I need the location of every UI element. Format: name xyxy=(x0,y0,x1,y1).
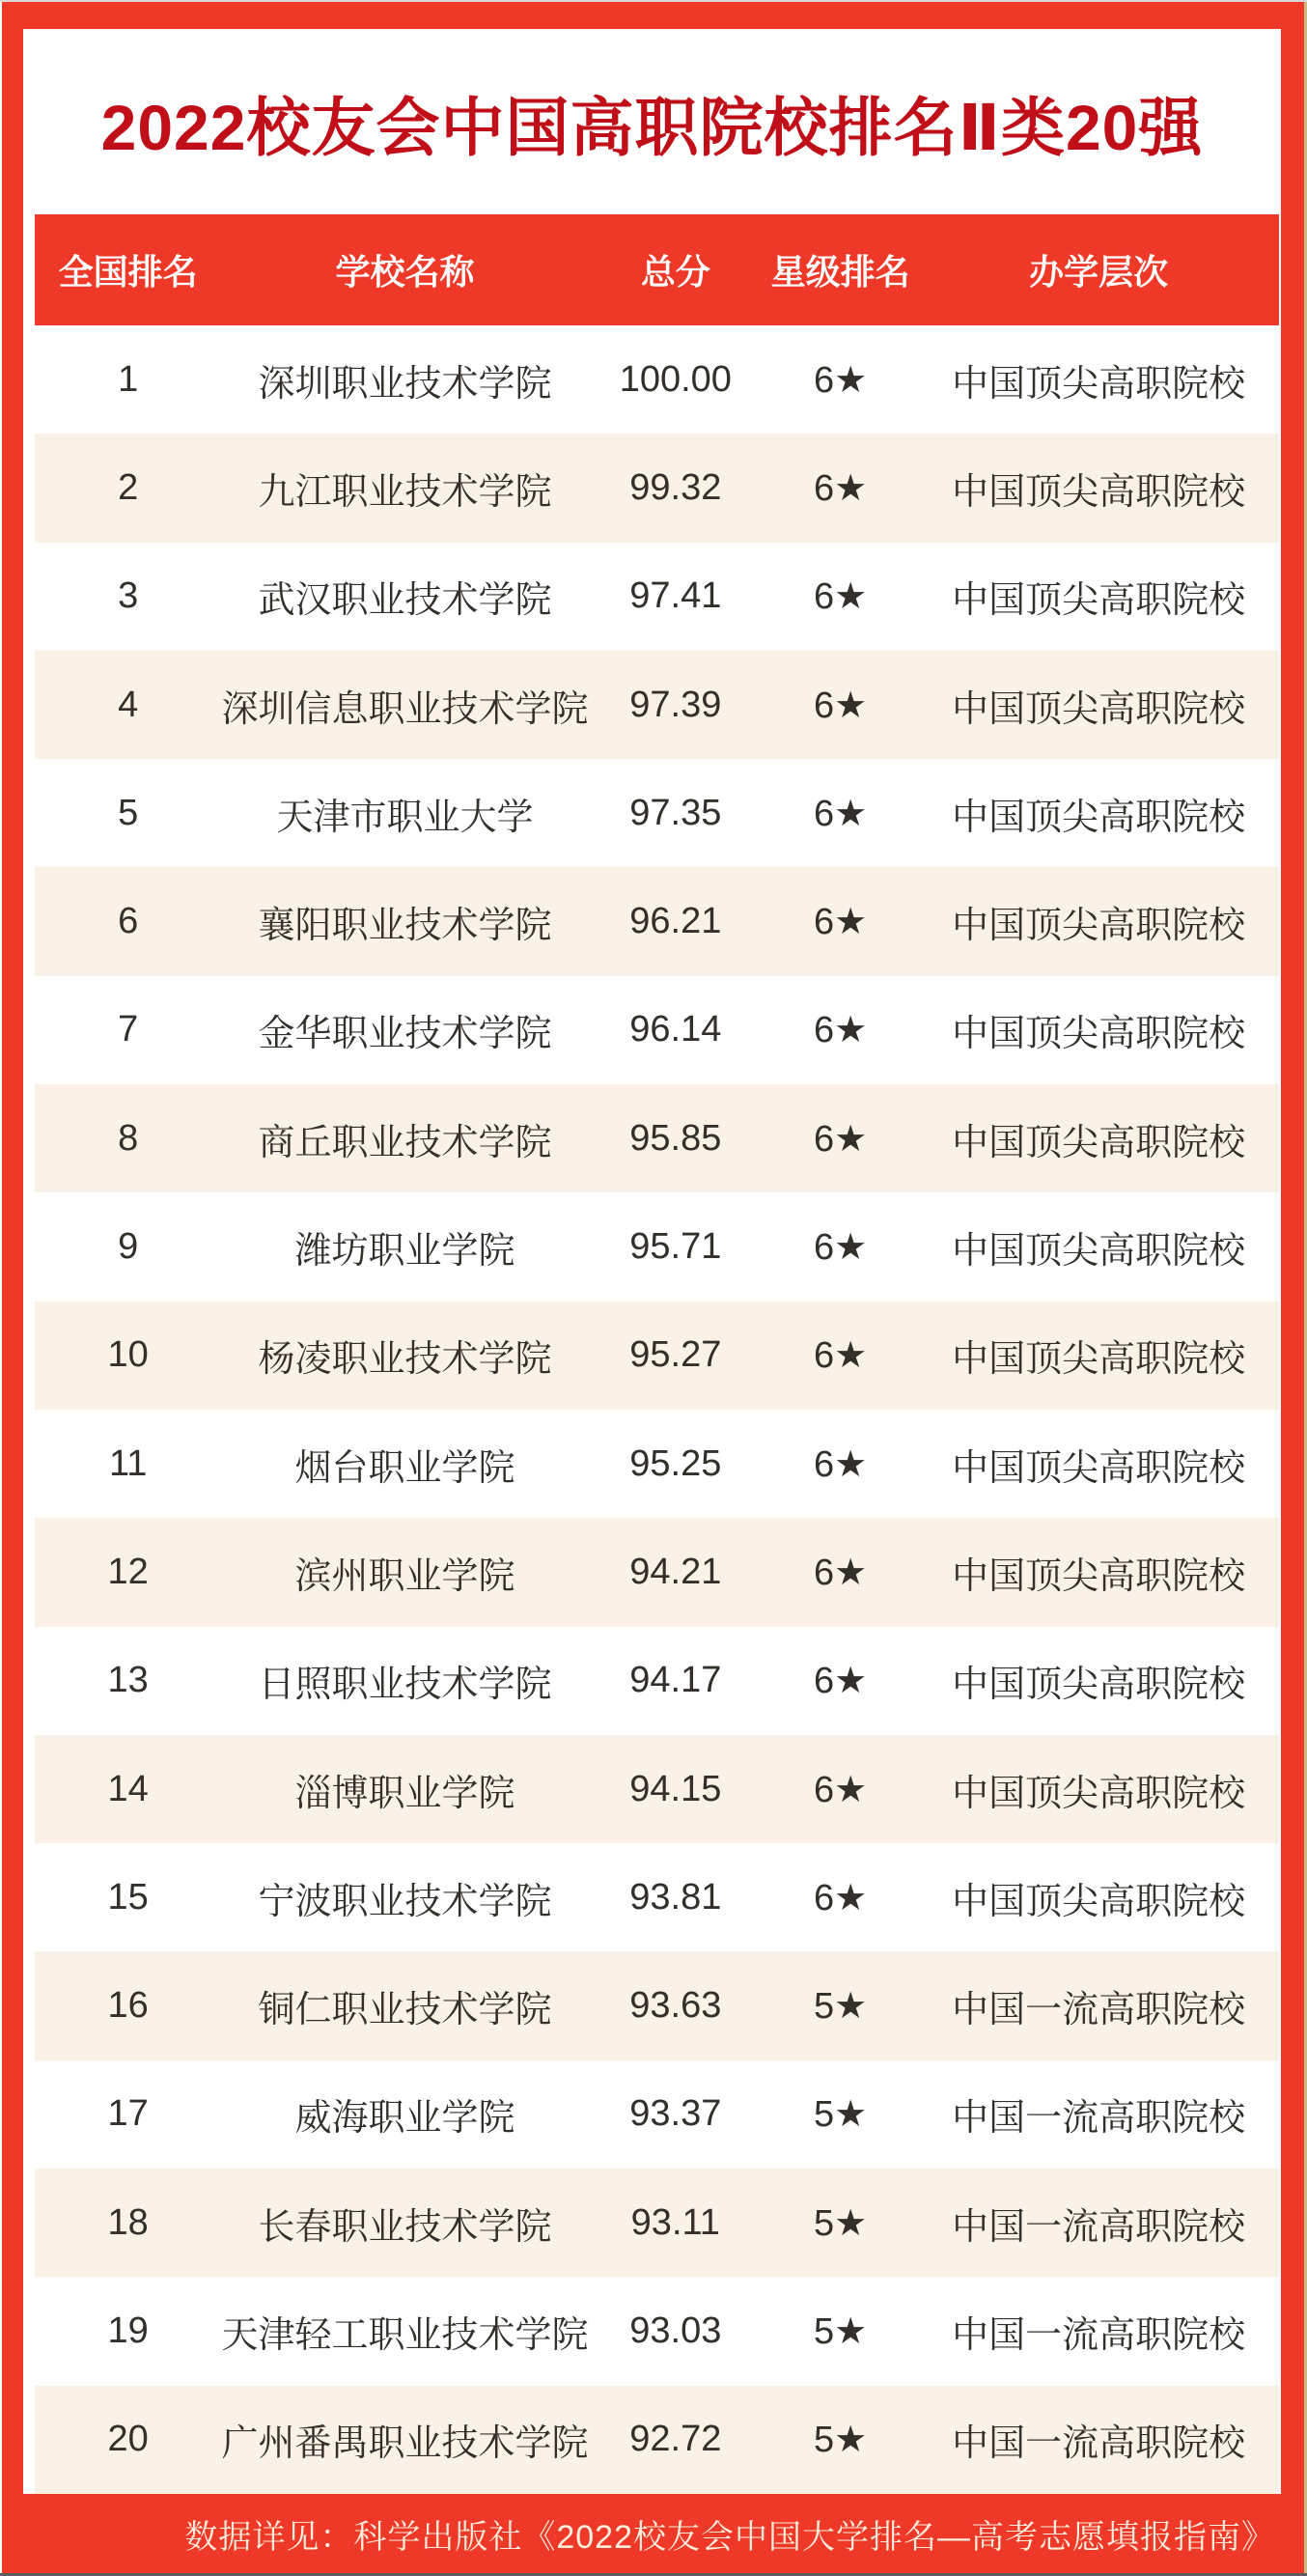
table-row xyxy=(35,759,1279,867)
column-header-score: 总分 xyxy=(640,252,710,292)
cell-school: 天津轻工职业技术学院 xyxy=(221,2314,589,2356)
cell-rank: 13 xyxy=(107,1660,149,1701)
table-row xyxy=(35,1951,1279,2059)
table-row xyxy=(35,325,1279,434)
cell-star: 6★ xyxy=(814,1552,868,1593)
cell-star: 6★ xyxy=(814,1443,868,1485)
cell-school: 襄阳职业技术学院 xyxy=(258,906,552,947)
table-row xyxy=(35,1302,1279,1410)
table-body xyxy=(35,325,1279,2494)
cell-level: 中国顶尖高职院校 xyxy=(952,1665,1246,1706)
table-row xyxy=(35,1843,1279,1951)
cell-score: 93.63 xyxy=(629,1985,722,2027)
cell-rank: 2 xyxy=(118,466,139,508)
cell-score: 100.00 xyxy=(619,358,732,400)
cell-level: 中国一流高职院校 xyxy=(952,2314,1246,2356)
cell-score: 93.03 xyxy=(629,2310,722,2351)
table-row xyxy=(35,976,1279,1084)
cell-star: 6★ xyxy=(814,793,868,834)
ranking-table xyxy=(35,214,1279,2494)
cell-star: 6★ xyxy=(814,902,868,943)
cell-star: 5★ xyxy=(814,2310,868,2352)
cell-score: 94.17 xyxy=(629,1660,722,1701)
cell-level: 中国顶尖高职院校 xyxy=(952,1447,1246,1489)
cell-score: 93.37 xyxy=(629,2093,722,2135)
table-row xyxy=(35,2386,1279,2494)
cell-score: 94.21 xyxy=(629,1551,722,1592)
cell-rank: 6 xyxy=(118,901,139,942)
cell-school: 日照职业技术学院 xyxy=(258,1665,552,1706)
table-row xyxy=(35,2277,1279,2385)
cell-level: 中国顶尖高职院校 xyxy=(952,797,1246,838)
cell-star: 6★ xyxy=(814,1118,868,1160)
cell-rank: 17 xyxy=(107,2093,149,2135)
cell-level: 中国顶尖高职院校 xyxy=(952,1122,1246,1163)
page-title: 2022校友会中国高职院校排名Ⅱ类20强 xyxy=(100,91,1204,163)
cell-score: 99.32 xyxy=(629,466,722,508)
cell-level: 中国顶尖高职院校 xyxy=(952,1231,1246,1273)
cell-school: 武汉职业技术学院 xyxy=(258,580,552,622)
cell-rank: 19 xyxy=(107,2310,149,2351)
table-row xyxy=(35,543,1279,651)
table-row xyxy=(35,1084,1279,1192)
cell-score: 94.15 xyxy=(629,1768,722,1809)
ranking-card xyxy=(2,2,1304,2573)
cell-school: 铜仁职业技术学院 xyxy=(258,1990,552,2031)
cell-score: 95.85 xyxy=(629,1117,722,1159)
cell-score: 93.11 xyxy=(630,2201,720,2243)
cell-rank: 18 xyxy=(107,2201,149,2243)
cell-rank: 12 xyxy=(107,1551,149,1592)
cell-score: 95.27 xyxy=(629,1334,722,1376)
column-header-star: 星级排名 xyxy=(770,252,910,292)
cell-rank: 8 xyxy=(118,1117,139,1159)
cell-score: 97.39 xyxy=(629,684,722,725)
cell-school: 滨州职业学院 xyxy=(294,1555,515,1597)
cell-rank: 20 xyxy=(107,2419,149,2460)
cell-level: 中国一流高职院校 xyxy=(952,2206,1246,2248)
cell-level: 中国一流高职院校 xyxy=(952,2423,1246,2465)
table-row xyxy=(35,2060,1279,2169)
cell-rank: 15 xyxy=(107,1876,149,1918)
column-header-rank: 全国排名 xyxy=(58,252,198,292)
cell-star: 5★ xyxy=(814,2202,868,2244)
table-row xyxy=(35,1735,1279,1843)
cell-score: 95.71 xyxy=(629,1226,722,1268)
cell-level: 中国顶尖高职院校 xyxy=(952,1881,1246,1922)
cell-level: 中国顶尖高职院校 xyxy=(952,906,1246,947)
table-row xyxy=(35,1410,1279,1518)
cell-star: 6★ xyxy=(814,1227,868,1269)
cell-level: 中国一流高职院校 xyxy=(952,2098,1246,2140)
cell-school: 金华职业技术学院 xyxy=(258,1014,552,1055)
table-header-row xyxy=(35,214,1279,325)
cell-school: 深圳职业技术学院 xyxy=(258,363,552,405)
table-row xyxy=(35,434,1279,542)
cell-rank: 5 xyxy=(118,792,139,833)
cell-rank: 10 xyxy=(107,1334,149,1376)
table-row xyxy=(35,867,1279,975)
cell-school: 宁波职业技术学院 xyxy=(258,1881,552,1922)
card-inner xyxy=(23,29,1281,2494)
cell-score: 97.41 xyxy=(629,575,722,617)
cell-school: 深圳信息职业技术学院 xyxy=(221,688,589,730)
cell-score: 93.81 xyxy=(629,1876,722,1918)
cell-level: 中国顶尖高职院校 xyxy=(952,1555,1246,1597)
table-row xyxy=(35,651,1279,759)
table-row xyxy=(35,1518,1279,1626)
cell-level: 中国顶尖高职院校 xyxy=(952,471,1246,513)
cell-level: 中国顶尖高职院校 xyxy=(952,1014,1246,1055)
cell-star: 5★ xyxy=(814,1986,868,2028)
cell-level: 中国顶尖高职院校 xyxy=(952,1339,1246,1381)
cell-score: 95.25 xyxy=(629,1442,722,1484)
cell-star: 5★ xyxy=(814,2420,868,2461)
cell-score: 96.21 xyxy=(629,901,722,942)
cell-rank: 3 xyxy=(118,575,139,617)
table-row xyxy=(35,2169,1279,2277)
cell-level: 中国顶尖高职院校 xyxy=(952,688,1246,730)
footer-bar xyxy=(2,2494,1304,2573)
cell-star: 6★ xyxy=(814,685,868,726)
cell-score: 96.14 xyxy=(629,1009,722,1050)
cell-rank: 14 xyxy=(107,1768,149,1809)
cell-rank: 11 xyxy=(108,1442,148,1484)
table-row xyxy=(35,1627,1279,1735)
cell-star: 6★ xyxy=(814,359,868,401)
cell-school: 九江职业技术学院 xyxy=(258,471,552,513)
cell-rank: 16 xyxy=(107,1985,149,2027)
cell-level: 中国顶尖高职院校 xyxy=(952,1773,1246,1814)
column-header-school: 学校名称 xyxy=(335,252,475,292)
cell-star: 6★ xyxy=(814,467,868,509)
cell-school: 天津市职业大学 xyxy=(276,797,534,838)
cell-school: 广州番禺职业技术学院 xyxy=(221,2423,589,2465)
cell-rank: 4 xyxy=(118,684,139,725)
cell-school: 淄博职业学院 xyxy=(294,1773,515,1814)
cell-rank: 7 xyxy=(118,1009,139,1050)
cell-star: 6★ xyxy=(814,1010,868,1051)
cell-school: 长春职业技术学院 xyxy=(258,2206,552,2248)
cell-school: 商丘职业技术学院 xyxy=(258,1122,552,1163)
column-header-level: 办学层次 xyxy=(1029,252,1169,292)
cell-school: 烟台职业学院 xyxy=(294,1447,515,1489)
cell-school: 杨凌职业技术学院 xyxy=(258,1339,552,1381)
table-row xyxy=(35,1192,1279,1301)
cell-school: 潍坊职业学院 xyxy=(294,1231,515,1273)
cell-level: 中国顶尖高职院校 xyxy=(952,580,1246,622)
cell-level: 中国一流高职院校 xyxy=(952,1990,1246,2031)
cell-star: 6★ xyxy=(814,1769,868,1810)
cell-score: 92.72 xyxy=(629,2419,722,2460)
cell-star: 5★ xyxy=(814,2094,868,2136)
cell-level: 中国顶尖高职院校 xyxy=(952,363,1246,405)
cell-star: 6★ xyxy=(814,1661,868,1702)
cell-rank: 9 xyxy=(118,1226,139,1268)
cell-star: 6★ xyxy=(814,1877,868,1918)
cell-star: 6★ xyxy=(814,576,868,618)
cell-star: 6★ xyxy=(814,1335,868,1377)
footer-note: 数据详见：科学出版社《2022校友会中国大学排名—高考志愿填报指南》 xyxy=(184,2518,1275,2556)
cell-rank: 1 xyxy=(118,358,139,400)
cell-score: 97.35 xyxy=(629,792,722,833)
cell-school: 威海职业学院 xyxy=(294,2098,515,2140)
